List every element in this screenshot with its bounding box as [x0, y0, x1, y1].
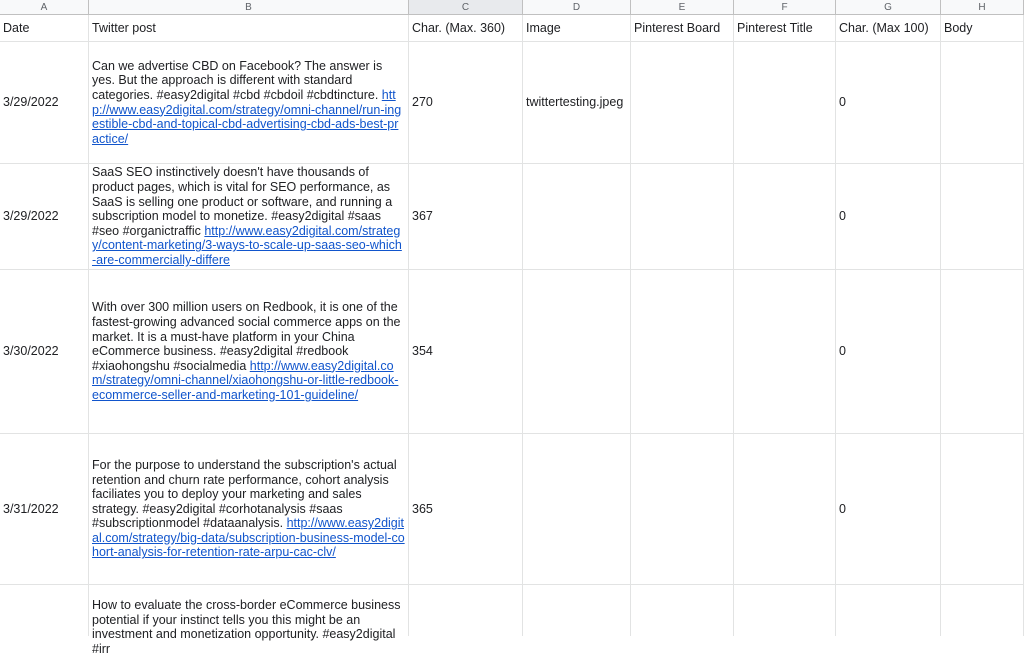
- table-row-5-body[interactable]: [941, 585, 1024, 636]
- header-cell-pinterest-board[interactable]: [631, 15, 734, 42]
- column-header-a[interactable]: A: [0, 0, 89, 15]
- header-image-text: Image: [526, 20, 561, 35]
- table-row-4-chars[interactable]: [409, 434, 523, 585]
- post-link[interactable]: http://www.easy2digital.com/strategy/big-data/subscription-business-model-cohort-analysis-for-retention-rate-arpu-cac-clv/: [92, 516, 405, 560]
- table-row-4-date[interactable]: [0, 434, 89, 585]
- header-cell-image[interactable]: [523, 15, 631, 42]
- column-header-g[interactable]: G: [836, 0, 941, 15]
- table-row-5-pinterest-title[interactable]: [734, 585, 836, 636]
- column-header-d[interactable]: D: [523, 0, 631, 15]
- table-row-3-chars[interactable]: [409, 270, 523, 434]
- post-text: How to evaluate the cross-border eCommerce business potential if your instinct tells you this might be an investment and monetization opportunity. #easy2digital #irr: [92, 598, 401, 656]
- date-text: 3/30/2022: [3, 344, 59, 359]
- table-row-5-post[interactable]: [89, 585, 409, 656]
- table-row-1-chars[interactable]: [409, 42, 523, 164]
- table-row-4-post[interactable]: [89, 434, 409, 585]
- column-header-c[interactable]: C: [409, 0, 523, 15]
- header-cell-char-360[interactable]: [409, 15, 523, 42]
- chars-text: 365: [412, 501, 433, 516]
- header-date-text: Date: [3, 20, 30, 35]
- header-body-text: Body: [944, 20, 973, 35]
- table-row-1-image[interactable]: [523, 42, 631, 164]
- table-row-1-post[interactable]: [89, 42, 409, 164]
- header-twitter-post-text: Twitter post: [92, 20, 156, 35]
- table-row-3-image[interactable]: [523, 270, 631, 434]
- char-100-text: 0: [839, 501, 846, 516]
- table-row-1-date[interactable]: [0, 42, 89, 164]
- table-row-3-pinterest-title[interactable]: [734, 270, 836, 434]
- char-100-text: 0: [839, 95, 846, 110]
- header-char-360-text: Char. (Max. 360): [412, 20, 506, 35]
- header-cell-body[interactable]: [941, 15, 1024, 42]
- date-text: 3/29/2022: [3, 209, 59, 224]
- post-text: With over 300 million users on Redbook, it is one of the fastest-growing advanced social commerce apps on the market. It is a must-have platform in your China eCommerce business. #easy2digital #redbook #xiaohongshu #socialmedia: [92, 300, 401, 373]
- table-row-1-char-100[interactable]: [836, 42, 941, 164]
- table-row-4-pinterest-board[interactable]: [631, 434, 734, 585]
- column-header-f[interactable]: F: [734, 0, 836, 15]
- table-row-2-pinterest-board[interactable]: [631, 164, 734, 270]
- table-row-1-pinterest-board[interactable]: [631, 42, 734, 164]
- table-row-2-pinterest-title[interactable]: [734, 164, 836, 270]
- table-row-2-post[interactable]: [89, 164, 409, 270]
- table-row-3-pinterest-board[interactable]: [631, 270, 734, 434]
- table-row-1-body[interactable]: [941, 42, 1024, 164]
- char-100-text: 0: [839, 209, 846, 224]
- table-row-5-pinterest-board[interactable]: [631, 585, 734, 636]
- table-row-5-chars[interactable]: [409, 585, 523, 636]
- table-row-2-body[interactable]: [941, 164, 1024, 270]
- chars-text: 270: [412, 95, 433, 110]
- post-link[interactable]: http://www.easy2digital.com/strategy/content-marketing/3-ways-to-scale-up-saas-seo-which-are-commercially-differe: [92, 223, 402, 267]
- header-cell-char-100[interactable]: [836, 15, 941, 42]
- table-row-1-pinterest-title[interactable]: [734, 42, 836, 164]
- column-header-h[interactable]: H: [941, 0, 1024, 15]
- column-header-b[interactable]: B: [89, 0, 409, 15]
- post-link[interactable]: http://www.easy2digital.com/strategy/omni-channel/run-ingestible-cbd-and-topical-cbd-advertising-cbd-ads-best-practice/: [92, 87, 402, 146]
- table-row-3-post[interactable]: [89, 270, 409, 434]
- table-row-4-image[interactable]: [523, 434, 631, 585]
- header-pinterest-board-text: Pinterest Board: [634, 20, 721, 35]
- post-text: SaaS SEO instinctively doesn't have thousands of product pages, which is vital for SEO performance, as SaaS is selling one product or software, and running a subscription model to monetize. #easy2digital #saas #seo #organictraffic: [92, 165, 393, 238]
- header-cell-pinterest-title[interactable]: [734, 15, 836, 42]
- table-row-5-char-100[interactable]: [836, 585, 941, 636]
- chars-text: 367: [412, 209, 433, 224]
- column-header-e[interactable]: E: [631, 0, 734, 15]
- table-row-2-date[interactable]: [0, 164, 89, 270]
- char-100-text: 0: [839, 344, 846, 359]
- table-row-3-body[interactable]: [941, 270, 1024, 434]
- table-row-4-body[interactable]: [941, 434, 1024, 585]
- image-text: twittertesting.jpeg: [526, 95, 624, 110]
- date-text: 3/31/2022: [3, 501, 59, 516]
- table-row-4-char-100[interactable]: [836, 434, 941, 585]
- table-row-5-date[interactable]: [0, 585, 89, 636]
- table-row-5-image[interactable]: [523, 585, 631, 636]
- table-row-3-date[interactable]: [0, 270, 89, 434]
- header-cell-twitter-post[interactable]: [89, 15, 409, 42]
- table-row-3-char-100[interactable]: [836, 270, 941, 434]
- chars-text: 354: [412, 344, 433, 359]
- date-text: 3/29/2022: [3, 95, 59, 110]
- table-row-2-image[interactable]: [523, 164, 631, 270]
- post-text: Can we advertise CBD on Facebook? The answer is yes. But the approach is different with standard categories. #easy2digital #cbd #cbdoil #cbdtincture.: [92, 58, 383, 102]
- table-row-2-char-100[interactable]: [836, 164, 941, 270]
- table-row-2-chars[interactable]: [409, 164, 523, 270]
- header-char-100-text: Char. (Max 100): [839, 20, 929, 35]
- header-pinterest-title-text: Pinterest Title: [737, 20, 813, 35]
- header-cell-date[interactable]: [0, 15, 89, 42]
- post-link[interactable]: http://www.easy2digital.com/strategy/omni-channel/xiaohongshu-or-little-redbook-ecommerce-seller-and-marketing-101-guideline/: [92, 358, 399, 402]
- table-row-4-pinterest-title[interactable]: [734, 434, 836, 585]
- post-text: For the purpose to understand the subscription's actual retention and churn rate performance, cohort analysis faciliates you to deploy your marketing and sales strategy. #easy2digital #corhotanalysis #saas #subscriptionmodel #dataanalysis.: [92, 457, 397, 531]
